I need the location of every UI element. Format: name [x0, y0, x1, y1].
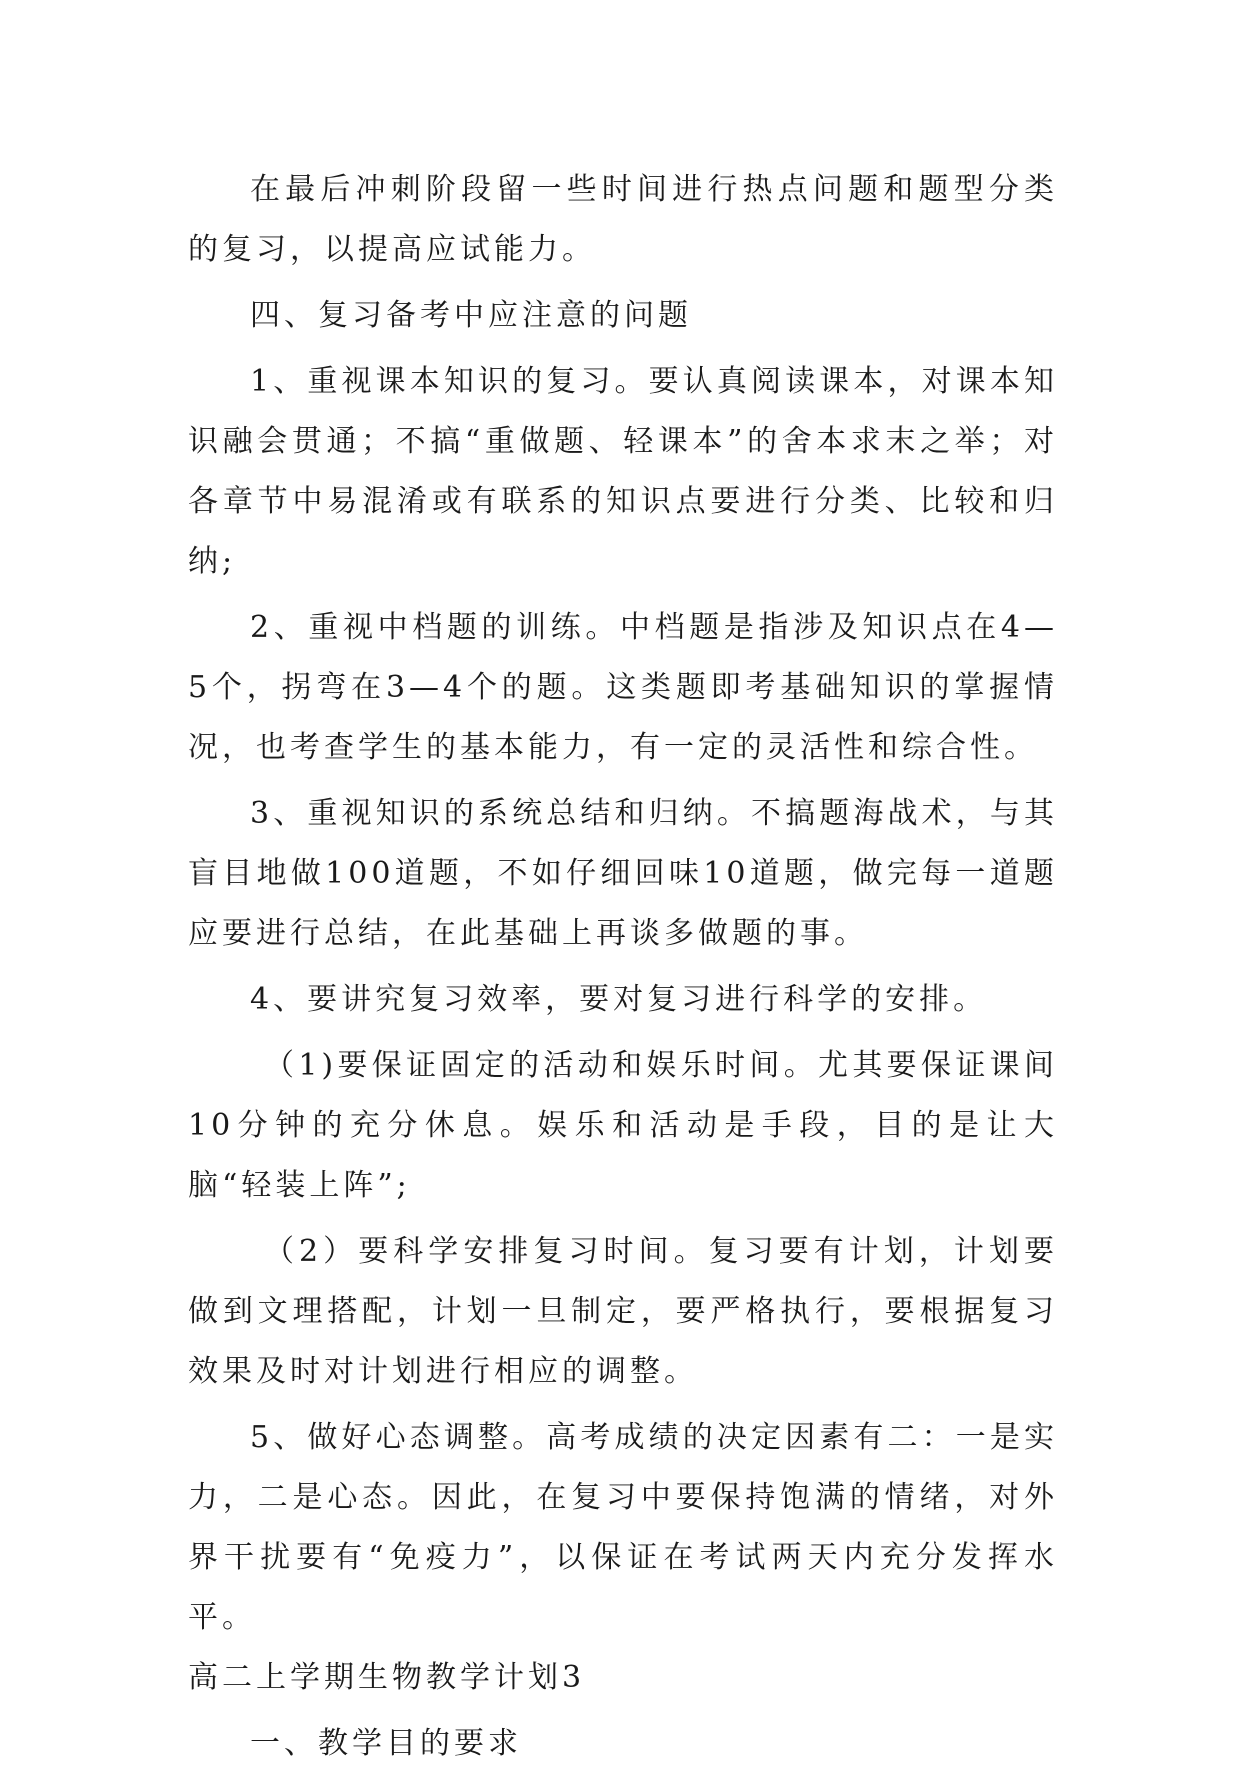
paragraph-point-2: 2、重视中档题的训练。中档题是指涉及知识点在4—5个，拐弯在3—4个的题。这类题即考基础知识的掌握情况，也考查学生的基本能力，有一定的灵活性和综合性。 [188, 610, 1058, 765]
paragraph-point-1: 1、重视课本知识的复习。要认真阅读课本，对课本知识融会贯通；不搞“重做题、轻课本”的舍本求末之举；对各章节中易混淆或有联系的知识点要进行分类、比较和归纳; [188, 364, 1058, 579]
paragraph-point-5: 5、做好心态调整。高考成绩的决定因素有二：一是实力，二是心态。因此，在复习中要保持饱满的情绪，对外界干扰要有“免疫力”，以保证在考试两天内充分发挥水平。 [188, 1420, 1058, 1635]
heading-exam-prep-issues: 四、复习备考中应注意的问题 [250, 298, 692, 333]
paragraph-point-3: 3、重视知识的系统总结和归纳。不搞题海战术，与其盲目地做100道题，不如仔细回味10道题，做完每一道题应要进行总结，在此基础上再谈多做题的事。 [188, 796, 1058, 951]
paragraph-review-hotspots: 在最后冲刺阶段留一些时间进行热点问题和题型分类的复习，以提高应试能力。 [188, 172, 1058, 267]
document-body [188, 160, 1058, 1774]
subsection-title: 一、教学目的要求 [250, 1726, 522, 1761]
paragraph-point-4: 4、要讲究复习效率，要对复习进行科学的安排。 [250, 982, 988, 1017]
paragraph-subpoint-2: （2）要科学安排复习时间。复习要有计划，计划要做到文理搭配，计划一旦制定，要严格执行，要根据复习效果及时对计划进行相应的调整。 [188, 1234, 1058, 1389]
section-title: 高二上学期生物教学计划3 [188, 1660, 586, 1695]
paragraph-subpoint-1: （1)要保证固定的活动和娱乐时间。尤其要保证课间10分钟的充分休息。娱乐和活动是手段，目的是让大脑“轻装上阵”; [188, 1048, 1058, 1203]
